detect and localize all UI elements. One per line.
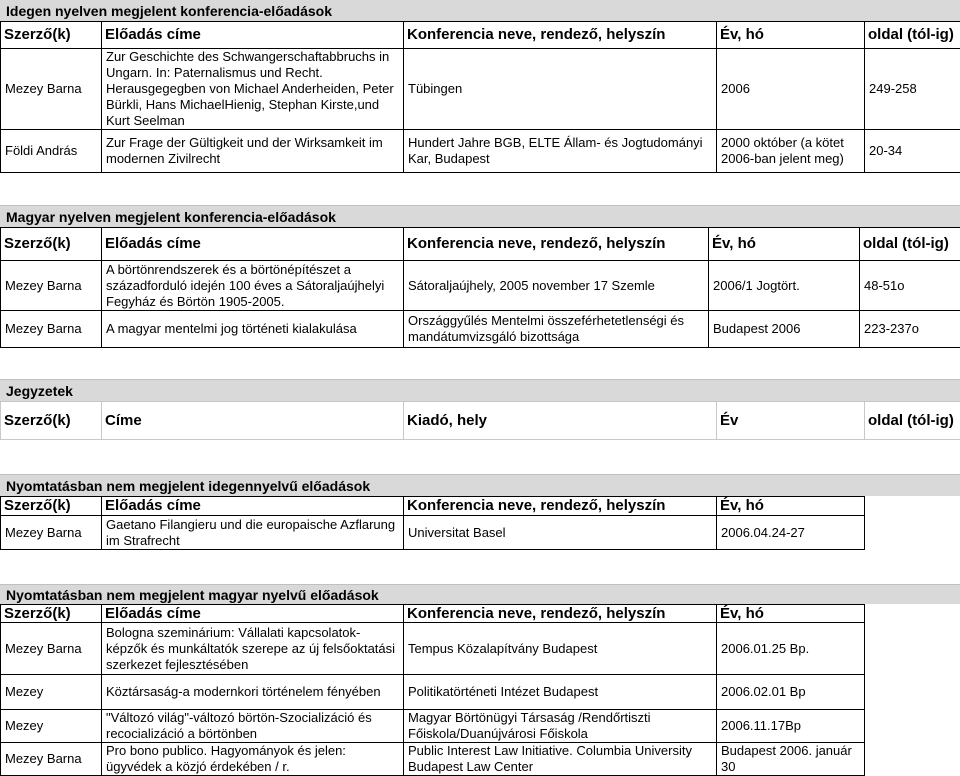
table-row xyxy=(1,49,960,130)
cell-title: "Változó világ"-változó börtön-Szocializáció és recocializáció a börtönben xyxy=(102,710,404,743)
cell-date: 2006.04.24-27 xyxy=(717,516,865,550)
cell-pages: 249-258 xyxy=(865,49,960,130)
section-hungarian-conference xyxy=(0,205,960,348)
col-header-pages: oldal (tól-ig) xyxy=(865,402,960,440)
section-title: Nyomtatásban nem megjelent magyar nyelvű előadások xyxy=(0,584,960,604)
section-unpublished-hungarian xyxy=(0,584,960,776)
cell-conference: Hundert Jahre BGB, ELTE Állam- és Jogtudományi Kar, Budapest xyxy=(404,130,717,173)
col-header-author: Szerző(k) xyxy=(1,497,102,516)
col-header-title: Előadás címe xyxy=(102,228,404,261)
cell-pages: 48-51o xyxy=(860,261,960,311)
cell-author: Mezey Barna xyxy=(1,516,102,550)
cell-title: Zur Frage der Gültigkeit und der Wirksamkeit im modernen Zivilrecht xyxy=(102,130,404,173)
foreign-conference-table xyxy=(0,21,960,173)
col-header-date: Év, hó xyxy=(717,497,865,516)
col-header-title: Előadás címe xyxy=(102,22,404,49)
col-header-title: Előadás címe xyxy=(102,605,404,623)
cell-conference: Public Interest Law Initiative. Columbia University Budapest Law Center xyxy=(404,743,717,776)
col-header-publisher: Kiadó, hely xyxy=(404,402,717,440)
col-header-title: Előadás címe xyxy=(102,497,404,516)
cell-author: Mezey Barna xyxy=(1,623,102,675)
hungarian-conference-table xyxy=(0,227,960,348)
table-row xyxy=(1,710,865,743)
table-row xyxy=(1,623,865,675)
cell-author: Mezey Barna xyxy=(1,49,102,130)
col-header-author: Szerző(k) xyxy=(1,228,102,261)
cell-author: Mezey Barna xyxy=(1,743,102,776)
table-row xyxy=(1,743,865,776)
col-header-author: Szerző(k) xyxy=(1,605,102,623)
cell-date: 2006.02.01 Bp xyxy=(717,675,865,710)
cell-author: Mezey xyxy=(1,710,102,743)
section-title: Magyar nyelven megjelent konferencia-előadások xyxy=(0,205,960,227)
cell-pages: 20-34 xyxy=(865,130,960,173)
col-header-date: Év, hó xyxy=(717,22,865,49)
unpublished-hungarian-table xyxy=(0,604,865,776)
col-header-conference: Konferencia neve, rendező, helyszín xyxy=(404,497,717,516)
cell-title: Bologna szeminárium: Vállalati kapcsolatok-képzők és munkáltatók szerepe az új felsőoktatási szerkezet fejlesztésében xyxy=(102,623,404,675)
col-header-date: Év, hó xyxy=(709,228,860,261)
notes-table xyxy=(0,401,960,440)
cell-date: Budapest 2006 xyxy=(709,311,860,348)
col-header-date: Év, hó xyxy=(717,605,865,623)
cell-conference: Politikatörténeti Intézet Budapest xyxy=(404,675,717,710)
cell-author: Földi András xyxy=(1,130,102,173)
col-header-pages: oldal (tól-ig) xyxy=(865,22,960,49)
cell-date: 2000 október (a kötet 2006-ban jelent meg) xyxy=(717,130,865,173)
col-header-conference: Konferencia neve, rendező, helyszín xyxy=(404,22,717,49)
cell-conference: Sátoraljaújhely, 2005 november 17 Szemle xyxy=(404,261,709,311)
cell-author: Mezey Barna xyxy=(1,311,102,348)
cell-conference: Országgyűlés Mentelmi összeférhetetlenségi és mandátumvizsgáló bizottsága xyxy=(404,311,709,348)
col-header-conference: Konferencia neve, rendező, helyszín xyxy=(404,228,709,261)
cell-conference: Tübingen xyxy=(404,49,717,130)
table-row xyxy=(1,311,960,348)
cell-date: 2006.11.17Bp xyxy=(717,710,865,743)
section-unpublished-foreign xyxy=(0,474,960,550)
cell-conference: Universitat Basel xyxy=(404,516,717,550)
cell-title: Gaetano Filangieru und die europaische Azflarung im Strafrecht xyxy=(102,516,404,550)
cell-author: Mezey Barna xyxy=(1,261,102,311)
cell-pages: 223-237o xyxy=(860,311,960,348)
cell-conference: Tempus Közalapítvány Budapest xyxy=(404,623,717,675)
section-foreign-conference xyxy=(0,0,960,173)
col-header-conference: Konferencia neve, rendező, helyszín xyxy=(404,605,717,623)
cell-date: Budapest 2006. január 30 xyxy=(717,743,865,776)
cell-author: Mezey xyxy=(1,675,102,710)
table-row xyxy=(1,516,865,550)
section-title: Idegen nyelven megjelent konferencia-előadások xyxy=(0,0,960,21)
cell-title: A börtönrendszerek és a börtönépítészet a századforduló idején 100 éves a Sátoraljaújhelyi Fegyház és Börtön 1905-2005. xyxy=(102,261,404,311)
cell-title: A magyar mentelmi jog történeti kialakulása xyxy=(102,311,404,348)
section-title: Nyomtatásban nem megjelent idegennyelvű előadások xyxy=(0,474,960,496)
cell-title: Zur Geschichte des Schwangerschaftabbruchs in Ungarn. In: Paternalismus und Recht. Herausgegegben von Michael Anderheiden, Peter Bürkli, Hans MichaelHienig, Stephan Kirste,und Kurt Seelman xyxy=(102,49,404,130)
table-row xyxy=(1,130,960,173)
col-header-author: Szerző(k) xyxy=(1,22,102,49)
cell-conference: Magyar Börtönügyi Társaság /Rendőrtiszti Főiskola/Duanújvárosi Főiskola xyxy=(404,710,717,743)
table-row xyxy=(1,261,960,311)
cell-date: 2006/1 Jogtört. xyxy=(709,261,860,311)
cell-title: Pro bono publico. Hagyományok és jelen: ügyvédek a közjó érdekében / r. xyxy=(102,743,404,776)
section-notes xyxy=(0,379,960,440)
section-title: Jegyzetek xyxy=(0,379,960,401)
table-row xyxy=(1,675,865,710)
unpublished-foreign-table xyxy=(0,496,865,550)
col-header-title: Címe xyxy=(102,402,404,440)
col-header-author: Szerző(k) xyxy=(1,402,102,440)
col-header-pages: oldal (tól-ig) xyxy=(860,228,960,261)
cell-date: 2006 xyxy=(717,49,865,130)
cell-date: 2006.01.25 Bp. xyxy=(717,623,865,675)
cell-title: Köztársaság-a modernkori történelem fényében xyxy=(102,675,404,710)
col-header-year: Év xyxy=(717,402,865,440)
